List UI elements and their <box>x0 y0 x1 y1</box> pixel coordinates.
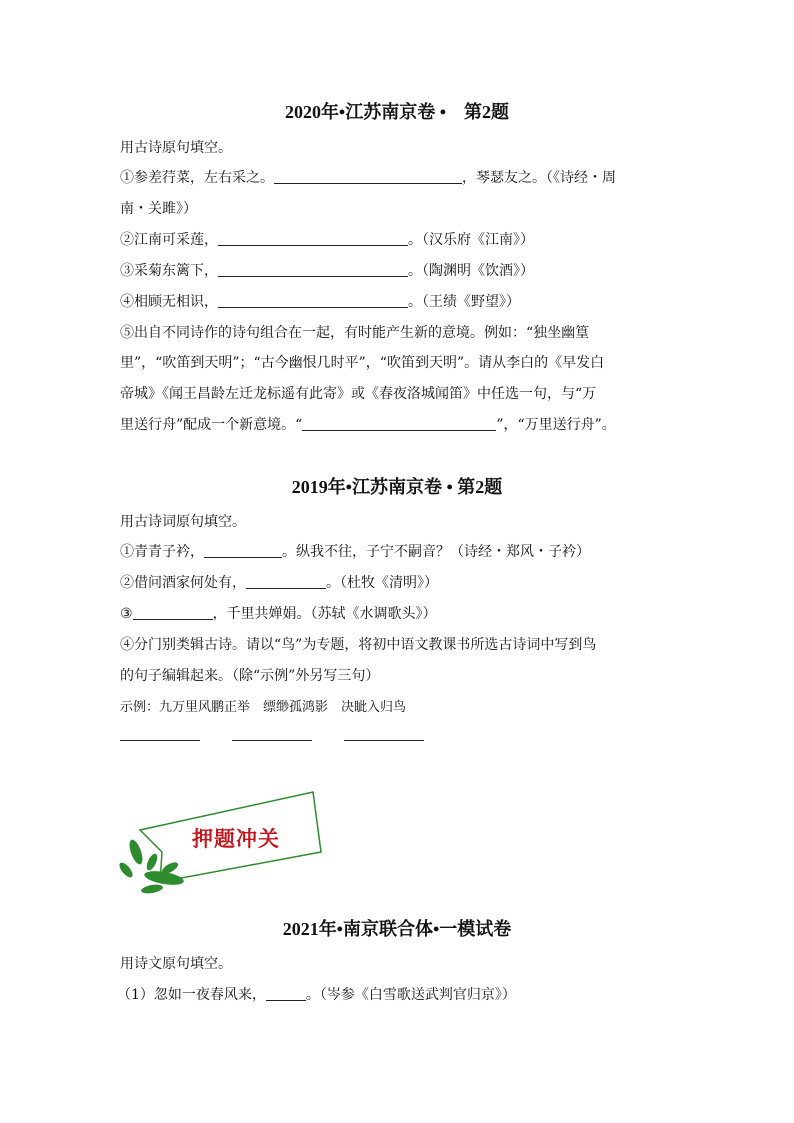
answer-blank[interactable] <box>133 605 213 620</box>
question-2019-4-line2: 的句子编辑起来。（除“示例”外另写三句） <box>120 668 380 684</box>
answer-blank[interactable] <box>302 416 496 431</box>
answer-blank[interactable] <box>218 231 408 246</box>
question-2020-3: ③采菊东篱下， 。（陶渊明《饮酒》） <box>120 263 534 279</box>
answer-line-2[interactable] <box>232 740 312 741</box>
example-line: 示例：九万里风鹏正举 缥缈孤鸿影 决眦入归鸟 <box>120 700 407 715</box>
instruction-2020: 用古诗原句填空。 <box>120 140 232 156</box>
answer-blank[interactable] <box>204 543 282 558</box>
question-2020-5-line3: 帝城》《闻王昌龄左迁龙标遥有此寄》或《春夜洛城闻笛》中任选一句，与“万 <box>120 386 597 402</box>
answer-blank[interactable] <box>218 262 408 277</box>
answer-line-1[interactable] <box>120 740 200 741</box>
question-2019-4-line1: ④分门别类辑古诗。请以“鸟”为专题，将初中语文教课书所选古诗词中写到鸟 <box>120 637 597 653</box>
question-2020-5-line1: ⑤出自不同诗作的诗句组合在一起，有时能产生新的意境。例如：“独坐幽篁 <box>120 325 590 341</box>
section-title-2020: 2020年•江苏南京卷 • 第2题 <box>284 102 510 122</box>
section-title-2021: 2021年•南京联合体•一模试卷 <box>282 919 512 939</box>
question-2019-3: ③ ，千里共婵娟。（苏轼《水调歌头》） <box>120 606 437 622</box>
question-2020-2: ②江南可采莲， 。（汉乐府《江南》） <box>120 232 534 248</box>
answer-blank[interactable] <box>218 293 408 308</box>
question-2020-5-line4: 里送行舟”配成一个新意境。“ ”，“万里送行舟”。 <box>120 417 616 433</box>
answer-line-3[interactable] <box>344 740 424 741</box>
instruction-2019: 用古诗词原句填空。 <box>120 514 246 530</box>
question-2019-1: ①青青子衿， 。纵我不往，子宁不嗣音？（诗经・郑风・子衿） <box>120 544 590 560</box>
question-2020-4: ④相顾无相识， 。（王绩《野望》） <box>120 294 520 310</box>
answer-blank[interactable] <box>266 986 306 1001</box>
answer-blank[interactable] <box>246 574 326 589</box>
banner-label: 押题冲关 <box>192 826 280 851</box>
answer-blank[interactable] <box>274 169 462 184</box>
question-2021-1: （1）忽如一夜春风来， 。（岑参《白雪歌送武判官归京》） <box>117 987 516 1003</box>
question-2020-1: ①参差荇菜，左右采之。 ，琴瑟友之。（《诗经・周 <box>120 170 616 186</box>
question-2020-1-cont: 南・关雎》） <box>120 201 197 217</box>
section-title-2019: 2019年•江苏南京卷 • 第2题 <box>291 477 503 497</box>
question-2019-2: ②借问酒家何处有， 。（杜牧《清明》） <box>120 575 438 591</box>
question-2020-5-line2: 里”，“吹笛到天明”；“古今幽恨几时平”，“吹笛到天明”。请从李白的《早发白 <box>120 355 605 371</box>
instruction-2021: 用诗文原句填空。 <box>120 956 232 972</box>
